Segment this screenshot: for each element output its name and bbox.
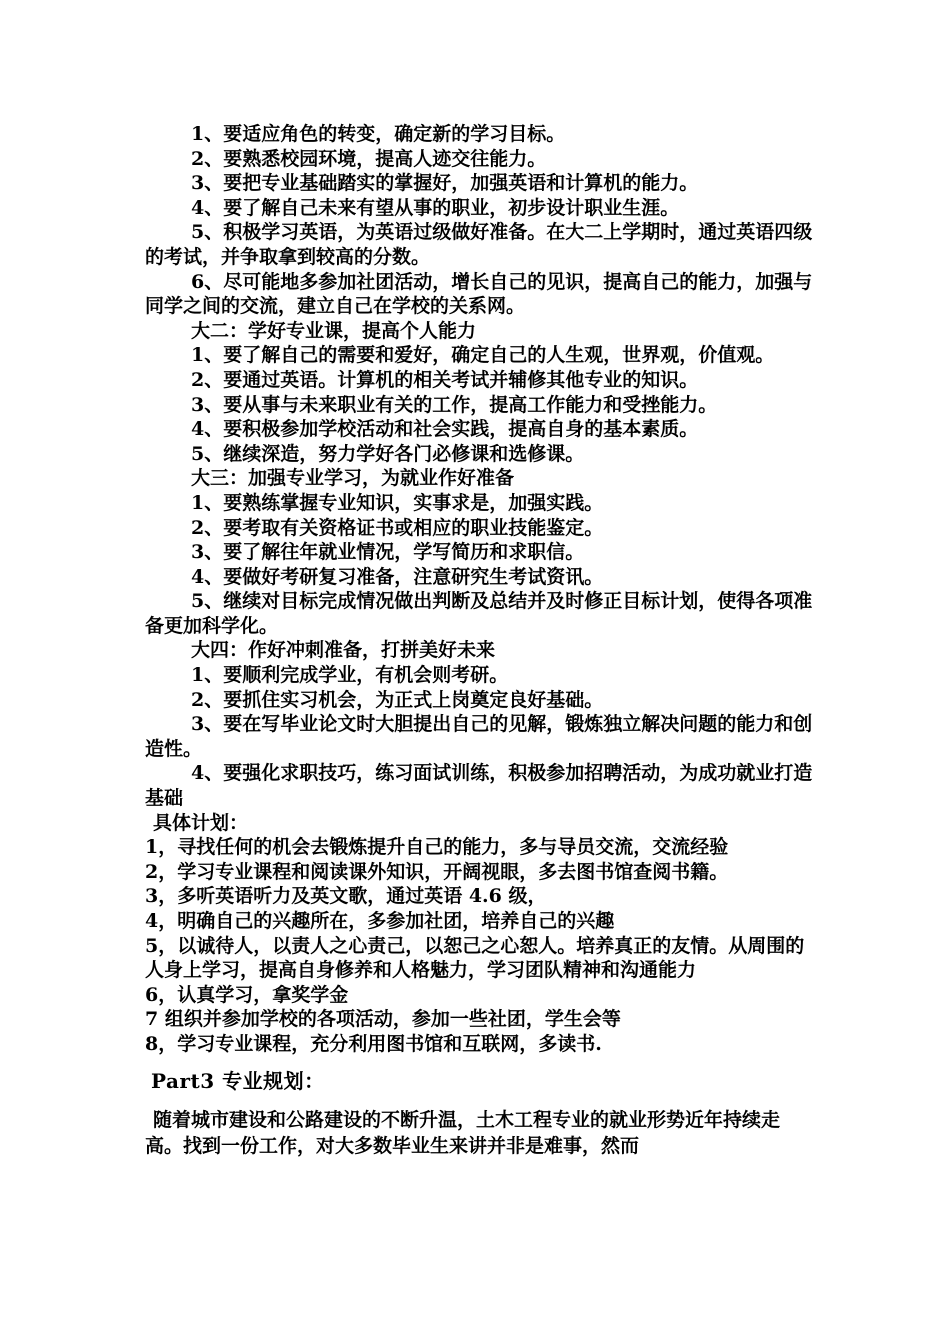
plan-item-year2-1: 1、要了解自己的需要和爱好，确定自己的人生观，世界观，价值观。 xyxy=(191,344,775,367)
plan-item-year4-3: 3、要在写毕业论文时大胆提出自己的见解，锻炼独立解决问题的能力和创造性。 xyxy=(145,713,813,760)
plan-item-year2-4: 4、要积极参加学校活动和社会实践，提高自身的基本素质。 xyxy=(191,418,699,441)
plan-item-year1-1: 1、要适应角色的转变，确定新的学习目标。 xyxy=(191,123,566,145)
closing-paragraph: 随着城市建设和公路建设的不断升温，土木工程专业的就业形势近年持续走高。找到一份工作，对大多数毕业生来讲并非是难事，然而 xyxy=(145,1108,781,1157)
plan-item-year3-1: 1、要熟练掌握专业知识，实事求是，加强实践。 xyxy=(191,491,604,514)
plan-item-year2-3: 3、要从事与未来职业有关的工作，提高工作能力和受挫能力。 xyxy=(191,393,718,416)
section-heading: Part3 专业规划： xyxy=(151,1068,325,1093)
specific-plan-item-4: 4，明确自己的兴趣所在，多参加社团，培养自己的兴趣 xyxy=(145,910,615,932)
plan-item-year4-1: 1、要顺利完成学业，有机会则考研。 xyxy=(191,664,509,687)
year2-heading: 大二：学好专业课，提高个人能力 xyxy=(191,319,477,342)
year4-heading: 大四：作好冲刺准备，打拼美好未来 xyxy=(191,639,496,662)
plan-item-year1-3: 3、要把专业基础踏实的掌握好，加强英语和计算机的能力。 xyxy=(191,172,699,195)
specific-plan-item-7: 7 组织并参加学校的各项活动，参加一些社团，学生会等 xyxy=(145,1008,621,1031)
plan-item-year1-2: 2、要熟悉校园环境，提高人迹交往能力。 xyxy=(191,147,547,170)
document-body xyxy=(145,122,815,1159)
plan-item-year1-5: 5、积极学习英语，为英语过级做好准备。在大二上学期时，通过英语四级的考试，并争取拿到较高的分数。 xyxy=(145,221,813,268)
specific-plan-item-1: 1，寻找任何的机会去锻炼提升自己的能力，多与导员交流，交流经验 xyxy=(145,836,729,859)
specific-plan-item-5: 5，以诚待人，以责人之心责己，以恕己之心恕人。培养真正的友情。从周围的人身上学习，提高自身修养和人格魅力，学习团队精神和沟通能力 xyxy=(145,934,805,982)
specific-plan-item-2: 2，学习专业课程和阅读课外知识，开阔视眼，多去图书馆查阅书籍。 xyxy=(145,860,729,883)
plan-item-year1-6: 6、尽可能地多参加社团活动，增长自己的见识，提高自己的能力，加强与同学之间的交流，建立自己在学校的关系网。 xyxy=(145,270,813,318)
specific-plan-item-3: 3，多听英语听力及英文歌，通过英语 4.6 级， xyxy=(145,885,547,908)
plan-item-year2-5: 5、继续深造，努力学好各门必修课和选修课。 xyxy=(191,442,585,465)
plan-item-year4-2: 2、要抓住实习机会，为正式上岗奠定良好基础。 xyxy=(191,688,604,711)
plan-item-year1-4: 4、要了解自己未来有望从事的职业，初步设计职业生涯。 xyxy=(191,196,680,219)
plan-item-year3-5: 5、继续对目标完成情况做出判断及总结并及时修正目标计划，使得各项准备更加科学化。 xyxy=(145,590,813,637)
specific-plan-heading: 具体计划： xyxy=(153,811,249,834)
plan-item-year4-4: 4、要强化求职技巧，练习面试训练，积极参加招聘活动，为成功就业打造基础 xyxy=(145,762,813,810)
specific-plan-item-8: 8，学习专业课程，充分利用图书馆和互联网，多读书. xyxy=(145,1032,602,1055)
plan-item-year3-4: 4、要做好考研复习准备，注意研究生考试资讯。 xyxy=(191,565,604,588)
year3-heading: 大三：加强专业学习，为就业作好准备 xyxy=(191,467,515,490)
plan-item-year3-2: 2、要考取有关资格证书或相应的职业技能鉴定。 xyxy=(191,516,604,539)
plan-item-year2-2: 2、要通过英语。计算机的相关考试并辅修其他专业的知识。 xyxy=(191,368,699,391)
specific-plan-item-6: 6，认真学习，拿奖学金 xyxy=(145,983,349,1006)
plan-item-year3-3: 3、要了解往年就业情况，学写简历和求职信。 xyxy=(191,541,585,564)
